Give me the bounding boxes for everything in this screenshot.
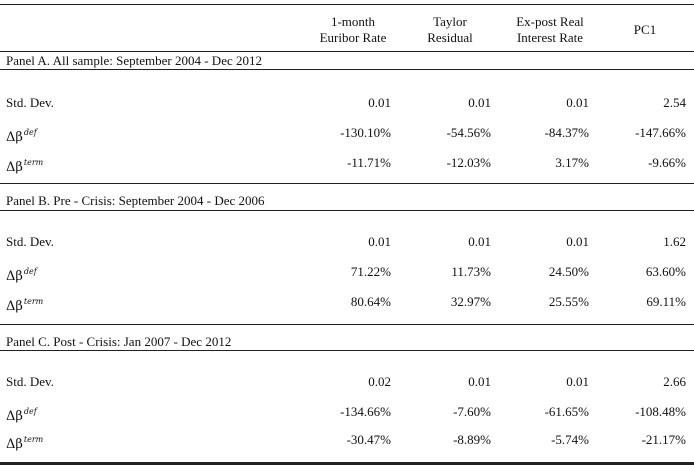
- panel-a-rule: [0, 69, 694, 70]
- panel-c-def-label: [6, 404, 37, 425]
- panel-a-term-real: 3.17%: [555, 155, 589, 170]
- panel-a-def-taylor: -54.56%: [446, 125, 491, 140]
- term-superscript: term: [23, 158, 44, 167]
- panel-a-term-pc1: -9.66%: [648, 155, 686, 170]
- delta-beta-symbol: Δβ: [6, 130, 23, 145]
- header-real-rate-line1: Ex-post Real: [516, 14, 584, 29]
- panel-b-def-real: 24.50%: [548, 264, 589, 279]
- panel-a-term-euribor: -11.71%: [347, 155, 391, 170]
- panel-c-title: Panel C. Post - Crisis: Jan 2007 - Dec 2012: [6, 334, 232, 349]
- panel-b-std-pc1: 1.62: [663, 234, 686, 249]
- panel-c-std-real: 0.01: [566, 374, 589, 389]
- bottom-rule: [0, 462, 694, 465]
- panel-c-term-real: -5.74%: [551, 432, 589, 447]
- panel-c-term-label: [6, 432, 43, 453]
- panel-a-title: Panel A. All sample: September 2004 - Dec 2012: [6, 53, 262, 68]
- term-superscript: term: [23, 297, 44, 306]
- panel-c-def-taylor: -7.60%: [453, 404, 491, 419]
- panel-c-def-euribor: -134.66%: [340, 404, 391, 419]
- term-superscript: term: [23, 435, 44, 444]
- panel-c-std-euribor: 0.02: [368, 374, 391, 389]
- def-superscript: def: [23, 128, 37, 137]
- delta-beta-symbol: Δβ: [6, 269, 23, 284]
- panel-b-def-label: [6, 264, 37, 285]
- header-rule: [0, 51, 694, 52]
- panel-a-bottom-rule: [0, 183, 694, 184]
- header-euribor-line1: 1-month: [330, 14, 376, 29]
- header-pc1: [605, 22, 685, 38]
- panel-c-term-pc1: -21.17%: [641, 432, 686, 447]
- panel-c-term-euribor: -30.47%: [346, 432, 391, 447]
- header-taylor-line1: Taylor: [433, 14, 467, 29]
- panel-b-std-label: Std. Dev.: [6, 234, 54, 249]
- panel-b-term-real: 25.55%: [548, 294, 589, 309]
- panel-b-term-label: [6, 294, 43, 315]
- panel-b-std-euribor: 0.01: [368, 234, 391, 249]
- panel-b-rule: [0, 210, 694, 211]
- panel-c-def-real: -61.65%: [544, 404, 589, 419]
- panel-c-rule: [0, 350, 694, 351]
- panel-a-def-label: [6, 125, 37, 146]
- panel-c-term-taylor: -8.89%: [453, 432, 491, 447]
- panel-b-def-taylor: 11.73%: [451, 264, 491, 279]
- delta-beta-symbol: Δβ: [6, 409, 23, 424]
- panel-b-def-euribor: 71.22%: [350, 264, 391, 279]
- panel-b-term-pc1: 69.11%: [646, 294, 686, 309]
- panel-c-std-pc1: 2.66: [663, 374, 686, 389]
- panel-c-std-taylor: 0.01: [468, 374, 491, 389]
- header-real-rate-line2: Interest Rate: [516, 30, 584, 45]
- panel-b-std-taylor: 0.01: [468, 234, 491, 249]
- panel-a-def-real: -84.37%: [544, 125, 589, 140]
- panel-a-std-pc1: 2.54: [663, 95, 686, 110]
- panel-a-def-pc1: -147.66%: [635, 125, 686, 140]
- panel-a-term-taylor: -12.03%: [446, 155, 491, 170]
- header-pc1-line1: PC1: [633, 22, 657, 37]
- delta-beta-symbol: Δβ: [6, 160, 23, 175]
- panel-a-std-euribor: 0.01: [368, 95, 391, 110]
- panel-a-std-taylor: 0.01: [468, 95, 491, 110]
- header-taylor-line2: Residual: [427, 30, 473, 45]
- panel-a-term-label: [6, 155, 43, 176]
- header-taylor: [410, 14, 490, 46]
- panel-b-std-real: 0.01: [566, 234, 589, 249]
- header-real-rate: [500, 14, 600, 46]
- panel-b-title: Panel B. Pre - Crisis: September 2004 - Dec 2006: [6, 193, 265, 208]
- top-rule: [0, 4, 694, 5]
- panel-a-std-label: Std. Dev.: [6, 95, 54, 110]
- def-superscript: def: [23, 407, 37, 416]
- panel-a-std-real: 0.01: [566, 95, 589, 110]
- header-euribor: [298, 14, 408, 46]
- panel-b-def-pc1: 63.60%: [645, 264, 686, 279]
- delta-beta-symbol: Δβ: [6, 437, 23, 452]
- panel-b-term-euribor: 80.64%: [350, 294, 391, 309]
- panel-c-std-label: Std. Dev.: [6, 374, 54, 389]
- delta-beta-symbol: Δβ: [6, 299, 23, 314]
- panel-a-def-euribor: -130.10%: [340, 125, 391, 140]
- panel-b-bottom-rule: [0, 324, 694, 325]
- panel-c-def-pc1: -108.48%: [635, 404, 686, 419]
- def-superscript: def: [23, 267, 37, 276]
- header-euribor-line2: Euribor Rate: [319, 30, 387, 45]
- panel-b-term-taylor: 32.97%: [450, 294, 491, 309]
